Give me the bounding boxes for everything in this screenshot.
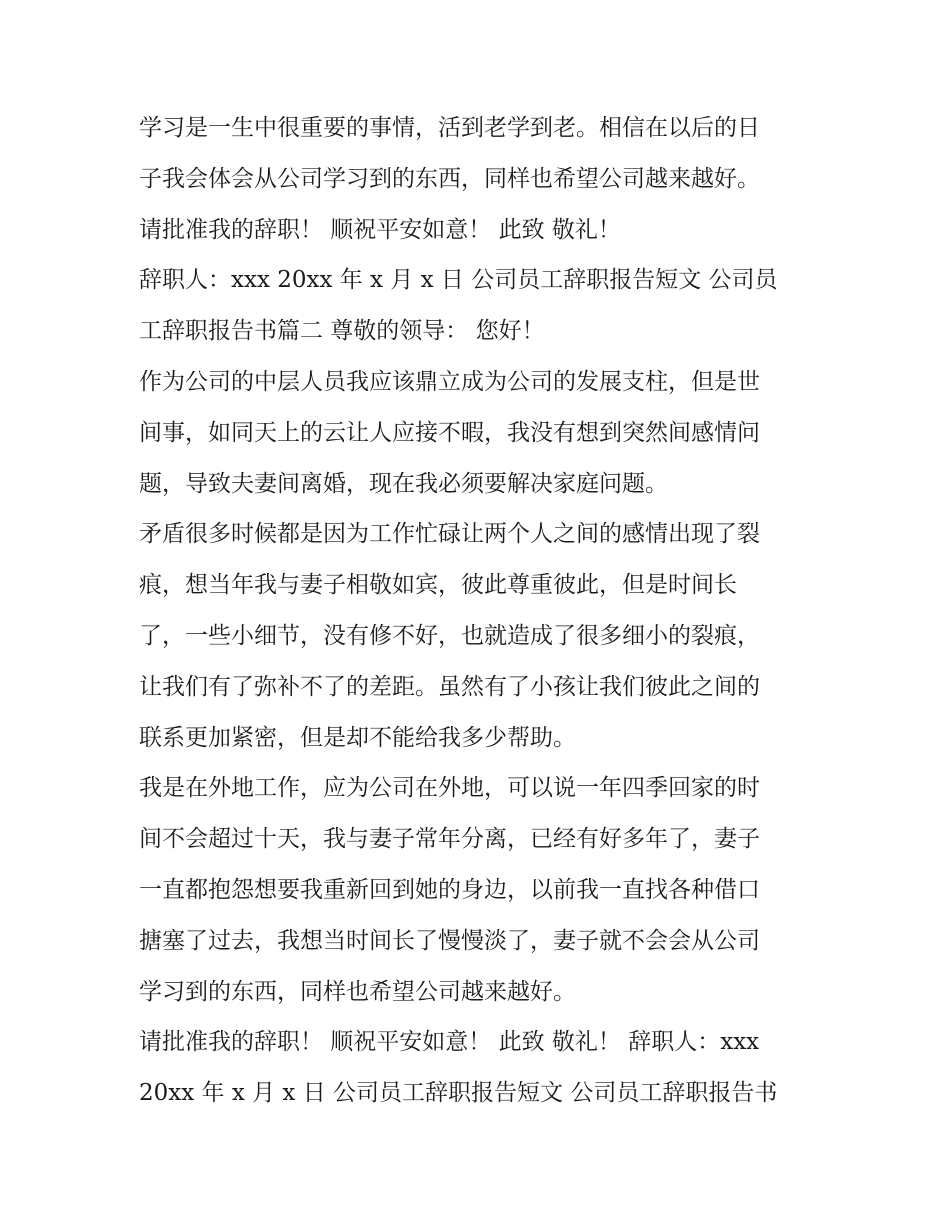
text-line: 让我们有了弥补不了的差距。虽然有了小孩让我们彼此之间的 bbox=[139, 673, 760, 700]
text-line: 间不会超过十天，我与妻子常年分离，已经有好多年了，妻子 bbox=[139, 826, 760, 853]
text-line: 搪塞了过去，我想当时间长了慢慢淡了，妻子就不会会从公司 bbox=[139, 927, 760, 954]
document-body bbox=[139, 103, 819, 1119]
text-line: 间事，如同天上的云让人应接不暇，我没有想到突然间感情问 bbox=[139, 419, 760, 446]
text-line: 辞职人：xxx 20xx 年 x 月 x 日 公司员工辞职报告短文 公司员 bbox=[139, 267, 778, 294]
text-line: 痕，想当年我与妻子相敬如宾，彼此尊重彼此，但是时间长 bbox=[139, 572, 737, 599]
text-line: 矛盾很多时候都是因为工作忙碌让两个人之间的感情出现了裂 bbox=[139, 521, 760, 548]
text-line: 请批准我的辞职！ 顺祝平安如意！ 此致 敬礼！ bbox=[139, 216, 621, 243]
text-line: 学习到的东西，同样也希望公司越来越好。 bbox=[139, 978, 576, 1005]
text-line: 学习是一生中很重要的事情，活到老学到老。相信在以后的日 bbox=[139, 115, 760, 141]
text-line: 请批准我的辞职！ 顺祝平安如意！ 此致 敬礼！ 辞职人：xxx bbox=[139, 1029, 760, 1056]
text-line: 了，一些小细节，没有修不好，也就造成了很多细小的裂痕， bbox=[139, 622, 760, 649]
text-line: 我是在外地工作，应为公司在外地，可以说一年四季回家的时 bbox=[139, 775, 760, 802]
text-line: 工辞职报告书篇二 尊敬的领导： 您好！ bbox=[139, 318, 545, 345]
text-line: 子我会体会从公司学习到的东西，同样也希望公司越来越好。 bbox=[139, 165, 760, 192]
text-line: 作为公司的中层人员我应该鼎立成为公司的发展支柱，但是世 bbox=[139, 368, 760, 395]
text-line: 联系更加紧密，但是却不能给我多少帮助。 bbox=[139, 724, 576, 751]
text-line: 20xx 年 x 月 x 日 公司员工辞职报告短文 公司员工辞职报告书 bbox=[139, 1080, 778, 1107]
text-line: 题，导致夫妻间离婚，现在我必须要解决家庭问题。 bbox=[139, 470, 668, 497]
text-line: 一直都抱怨想要我重新回到她的身边，以前我一直找各种借口 bbox=[139, 876, 760, 903]
